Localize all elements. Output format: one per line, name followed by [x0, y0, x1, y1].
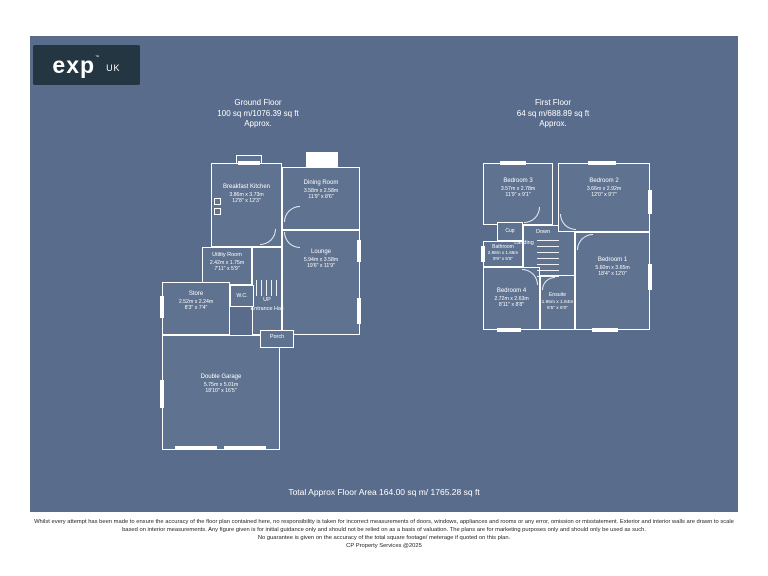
room-cupboard	[497, 222, 523, 241]
room-dim-metric: 2.98m x 1.66m	[487, 250, 519, 256]
room-dim-imperial: 18'4" x 12'0"	[598, 271, 627, 278]
room-label: Bedroom 2	[589, 178, 619, 184]
room-dim-metric: 5.75m x 5.01m	[203, 381, 239, 388]
room-label: Utility Room	[212, 252, 242, 258]
bay-window-icon	[306, 152, 338, 167]
room-label: Bedroom 1	[597, 257, 628, 263]
ground-floor-name: Ground Floor	[234, 98, 282, 107]
room-dim-imperial: 7'11" x 5'9"	[214, 266, 240, 273]
room-dim-metric: 5.60m x 3.65m	[595, 264, 630, 271]
room-dim-imperial: 18'10" x 16'5"	[205, 388, 237, 395]
window-icon	[481, 246, 485, 262]
room-dim-imperial: 12'0" x 9'7"	[591, 192, 617, 199]
disclaimer-text	[24, 518, 744, 550]
room-dim-metric: 5.94m x 3.58m	[303, 256, 339, 263]
trademark-icon: ™	[95, 54, 100, 59]
room-label: Breakfast Kitchen	[222, 184, 271, 190]
exp-uk-logo	[33, 45, 140, 85]
logo-region-text: UK	[106, 63, 121, 73]
stairs-down-label: Down	[535, 229, 551, 235]
window-icon	[497, 328, 521, 332]
room-dim-imperial: 6'5" x 6'0"	[547, 306, 568, 312]
room-dim-imperial: 11'9" x 9'1"	[505, 192, 531, 199]
room-label: Store	[188, 291, 204, 297]
room-label: Ensuite	[548, 292, 567, 298]
room-label: Cup	[505, 228, 515, 234]
room-bedroom-3	[483, 163, 553, 225]
room-dim-metric: 3.86m x 3.73m	[229, 191, 264, 198]
room-dim-imperial: 9'9" x 5'5"	[492, 256, 514, 262]
landing-label: Landing	[514, 240, 534, 246]
room-utility-room	[202, 247, 252, 285]
garage-door-icon	[224, 446, 266, 450]
window-icon	[357, 298, 361, 324]
ground-floor-title	[158, 98, 358, 130]
ground-floor-area: 100 sq m/1076.39 sq ft	[217, 108, 299, 118]
room-store	[162, 282, 230, 335]
disclaimer-line-2: based on interior measurements. Any figure given is for initial guidance only and should not be relied on as a basis of valuation. The plans are for marketing purposes only and should only be used as such.	[122, 527, 646, 533]
stairs-up-label: UP	[263, 297, 271, 303]
garage-door-icon	[175, 446, 217, 450]
entrance-hall-label: Entrance Hall	[250, 306, 284, 312]
room-dim-metric: 2.42m x 1.75m	[209, 259, 245, 266]
window-icon	[588, 161, 616, 165]
window-icon	[160, 296, 164, 318]
window-icon	[648, 264, 652, 290]
room-label: W.C.	[236, 293, 248, 299]
room-dim-imperial: 8'11" x 8'8"	[498, 302, 525, 309]
room-dim-metric: 3.57m x 2.78m	[500, 185, 536, 192]
room-label: Bathroom	[492, 244, 514, 250]
room-double-garage	[162, 335, 280, 450]
room-dim-metric: 3.58m x 2.58m	[303, 187, 339, 194]
room-dim-metric: 2.52m x 2.24m	[178, 298, 214, 305]
first-floor-area: 64 sq m/688.89 sq ft	[516, 108, 590, 118]
disclaimer-line-1: Whilst every attempt has been made to ensure the accuracy of the floor plan contained here, no responsibility is taken for incorrect measurements of doors, windows, appliances and rooms or any error, omission or misstatement. Exterior and interior walls are drawn to scale	[34, 519, 734, 525]
total-area-text: Total Approx Floor Area 164.00 sq m/ 1765.28 sq ft	[288, 487, 480, 497]
room-dim-metric: 3.66m x 2.92m	[586, 185, 622, 192]
window-icon	[648, 190, 652, 214]
room-label: Bedroom 4	[496, 288, 527, 294]
logo-brand-text: exp	[52, 51, 96, 78]
appliance-icon	[214, 198, 221, 205]
window-icon	[160, 380, 164, 408]
room-dim-imperial: 19'6" x 11'9"	[306, 263, 336, 270]
room-label: Lounge	[310, 249, 332, 255]
first-floor-name: First Floor	[535, 98, 571, 107]
room-label: Bedroom 3	[503, 178, 533, 184]
room-dim-imperial: 12'8" x 12'3"	[232, 198, 261, 205]
window-icon	[238, 161, 260, 165]
window-icon	[592, 328, 618, 332]
window-icon	[500, 161, 526, 165]
window-icon	[357, 240, 361, 262]
first-floor-title	[453, 98, 653, 130]
room-label: Double Garage	[200, 374, 242, 380]
porch-label: Porch	[269, 334, 285, 340]
appliance-icon	[214, 208, 221, 215]
room-label: Dining Room	[303, 180, 339, 186]
disclaimer-line-3: No guarantee is given on the accuracy of the total square footage/ meterage if quoted on this plan.	[257, 535, 511, 541]
room-dim-metric: 1.95m x 1.84m	[541, 299, 574, 305]
room-dim-metric: 2.72m x 2.63m	[494, 295, 529, 302]
disclaimer-line-4: CP Property Services @2025	[346, 543, 422, 549]
room-dim-imperial: 8'3" x 7'4"	[184, 305, 208, 312]
ground-floor-approx: Approx.	[244, 119, 272, 128]
room-dim-imperial: 11'9" x 8'6"	[308, 194, 334, 201]
first-floor-approx: Approx.	[539, 119, 567, 128]
staircase-up	[256, 280, 280, 296]
